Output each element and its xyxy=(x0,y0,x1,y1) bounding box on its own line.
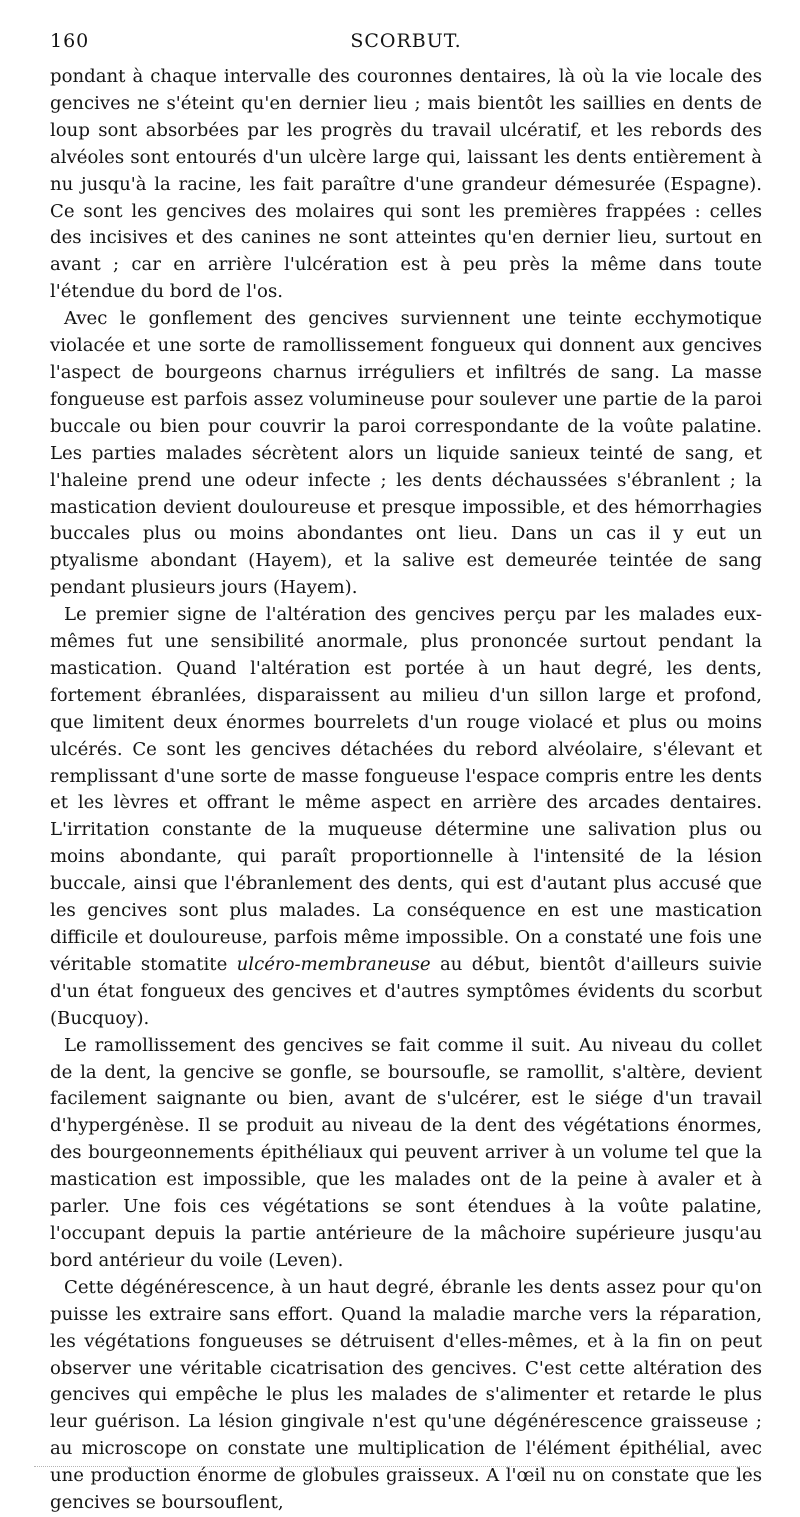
page-bottom-edge xyxy=(34,1466,750,1467)
paragraph-1: pondant à chaque intervalle des couronnes dentaires, là où la vie locale des gencives ne s'éteint qu'en dernier lieu ; mais bientôt les saillies en dents de loup sont absorbées par les progrès du travail ulcératif, et les rebords des alvéoles sont entourés d'un ulcère large qui, laissant les dents entièrement à nu jusqu'à la racine, les fait paraître d'une grandeur démesurée (Espagne). Ce sont les gencives des molaires qui sont les premières frappées : celles des incisives et des canines ne sont atteintes qu'en dernier lieu, surtout en avant ; car en arrière l'ulcération est à peu près la même dans toute l'étendue du bord de l'os. xyxy=(50,66,762,303)
paragraph-3 xyxy=(50,602,762,1033)
paragraph-2: Avec le gonflement des gencives surviennent une teinte ecchymotique violacée et une sorte de ramollissement fongueux qui donnent aux gencives l'aspect de bourgeons charnus irréguliers et infiltrés de sang. La masse fongueuse est parfois assez volumineuse pour soulever une partie de la paroi buccale ou bien pour couvrir la paroi correspondante de la voûte palatine. Les parties malades sécrètent alors un liquide sanieux teinté de sang, et l'haleine prend une odeur infecte ; les dents déchaussées s'ébranlent ; la mastication devient douloureuse et presque impossible, et des hémorrhagies buccales plus ou moins abondantes ont lieu. Dans un cas il y eut un ptyalisme abondant (Hayem), et la salive est demeurée teintée de sang pendant plusieurs jours (Hayem). xyxy=(50,308,762,599)
paragraph-3-text-start: Le premier signe de l'altération des gencives perçu par les malades eux-mêmes fut une sensibilité anormale, plus prononcée surtout pendant la mastication. Quand l'altération est portée à un haut degré, les dents, fortement ébranlées, disparaissent au milieu d'un sillon large et profond, que limitent deux énormes bourrelets d'un rouge violacé et plus ou moins ulcérés. Ce sont les gencives détachées du rebord alvéolaire, s'élevant et remplissant d'une sorte de masse fongueuse l'espace compris entre les dents et les lèvres et offrant le même aspect en arrière des arcades dentaires. L'irritation constante de la muqueuse détermine une salivation plus ou moins abondante, qui paraît proportionnelle à l'intensité de la lésion buccale, ainsi que l'ébranlement des dents, qui est d'autant plus accusé que les gencives sont plus malades. La conséquence en est une mastication difficile et douloureuse, parfois même impossible. On a constaté une fois une véritable stomatite xyxy=(50,604,762,975)
running-head xyxy=(50,30,762,62)
paragraph-4: Le ramollissement des gencives se fait comme il suit. Au niveau du collet de la dent, la gencive se gonfle, se boursoufle, se ramollit, s'altère, devient facilement saignante ou bien, avant de s'ulcérer, est le siége d'un travail d'hypergénèse. Il se produit au niveau de la dent des végétations énormes, des bourgeonnements épithéliaux qui peuvent arriver à un volume tel que la mastication est impossible, que les malades ont de la peine à avaler et à parler. Une fois ces végétations se sont étendues à la voûte palatine, l'occupant depuis la partie antérieure de la mâchoire supérieure jusqu'au bord antérieur du voile (Leven). xyxy=(50,1034,762,1271)
running-title: SCORBUT. xyxy=(350,30,462,52)
paragraph-5: Cette dégénérescence, à un haut degré, ébranle les dents assez pour qu'on puisse les extraire sans effort. Quand la maladie marche vers la réparation, les végétations fongueuses se détruisent d'elles-mêmes, et à la fin on peut observer une véritable cicatrisation des gencives. C'est cette altération des gencives qui empêche le plus les malades de s'alimenter et retarde le plus leur guérison. La lésion gingivale n'est qu'une dégénérescence graisseuse ; au microscope on constate une multiplication de l'élément épithélial, avec une production énorme de globules graisseux. A l'œil nu on constate que les gencives se boursouflent, xyxy=(50,1276,762,1514)
italic-term: ulcéro-membraneuse xyxy=(236,953,431,975)
body-text xyxy=(50,64,762,1517)
paragraph-3-text-end: au début, bientôt d'ailleurs suivie d'un état fongueux des gencives et d'autres symptômes évidents du scorbut (Bucquoy). xyxy=(50,953,762,1029)
page-number: 160 xyxy=(50,30,90,52)
